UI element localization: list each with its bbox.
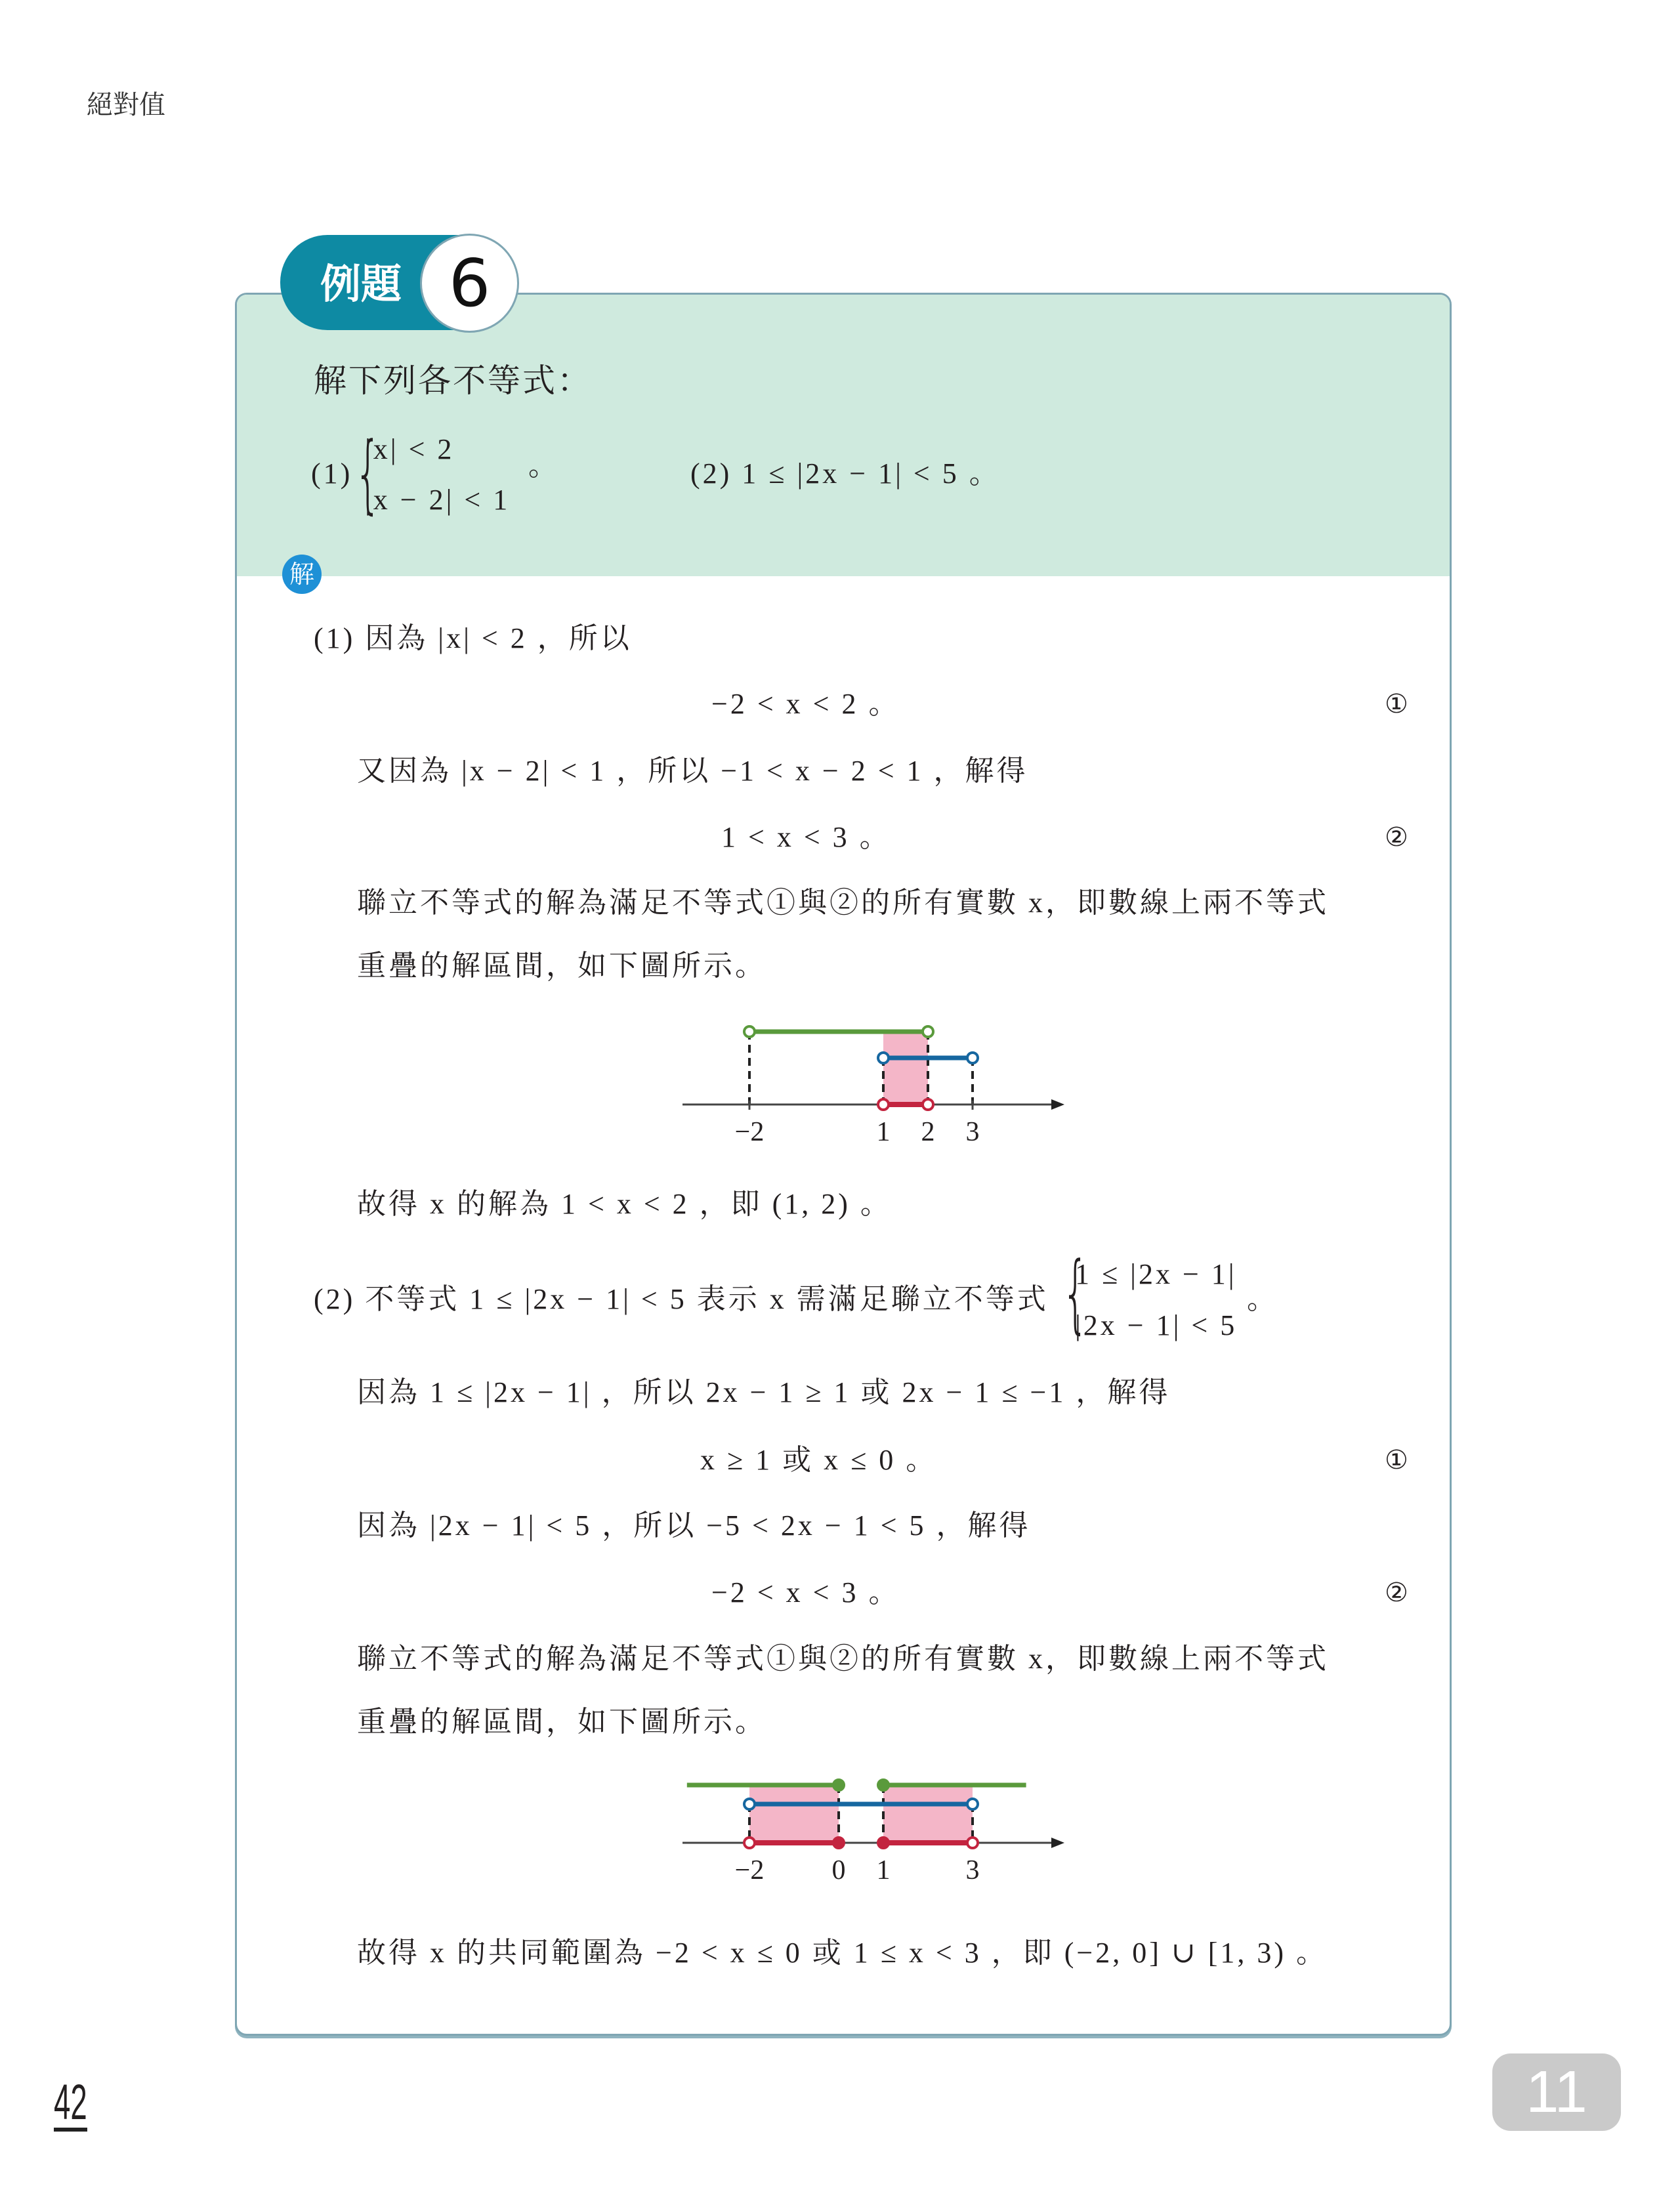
s2-line-5: 重疊的解區間，如下圖所示。 [357,1706,766,1738]
chapter-badge: 11 [1492,2053,1621,2131]
interval-endpoint [878,1053,889,1063]
marker-1: ① [1385,689,1408,719]
s2-line-6: 故得 x 的共同範圍為 −2 < x ≤ 0 或 1 ≤ x < 3 ，即 (−2, 0] ∪ [1, 3) 。 [357,1937,1328,1969]
interval-endpoint [744,1799,755,1809]
solution-badge: 解 [282,555,322,594]
tick-label: 2 [921,1117,935,1147]
interval-endpoint [744,1026,755,1037]
s1-line-2: 又因為 |x − 2| < 1 ，所以 −1 < x − 2 < 1 ，解得 [357,755,1028,787]
interval-endpoint [878,1780,889,1790]
number-line-diagram-1 [676,1011,1070,1162]
number-line-diagram-2 [676,1772,1070,1903]
s1-line-3: 1 < x < 3 。 [721,821,891,853]
s2-line-4: 聯立不等式的解為滿足不等式①與②的所有實數 x，即數線上兩不等式 [357,1643,1329,1675]
s2-intro: (2) 不等式 1 ≤ |2x − 1| < 5 表示 x 需滿足聯立不等式 [314,1283,1049,1315]
marker-1: ① [1385,1445,1408,1475]
solution-shade [883,1785,973,1843]
s1-line-1: −2 < x < 2 。 [711,688,900,720]
s1-line-4: 聯立不等式的解為滿足不等式①與②的所有實數 x，即數線上兩不等式 [357,887,1329,919]
tick-label: −2 [734,1117,765,1147]
s2-line-3: −2 < x < 3 。 [711,1576,900,1609]
example-number: 6 [420,234,519,333]
axis-arrow-icon [1051,1838,1064,1848]
problem-1-end: 。 [528,450,560,482]
brace: { [354,423,382,523]
s1-line-5: 重疊的解區間，如下圖所示。 [357,950,766,982]
s1-line-0: (1) 因為 |x| < 2 ，所以 [314,622,632,654]
page-number: 42 [54,2074,87,2130]
axis-arrow-icon [1051,1099,1064,1110]
solution-endpoint [923,1099,933,1110]
solution-endpoint [744,1838,755,1848]
running-head: 絕對值 [87,90,165,120]
tick-label: 3 [965,1855,980,1885]
interval-endpoint [923,1026,933,1037]
solution-endpoint [833,1838,844,1848]
problem-1-line-1: |x| < 2 [365,433,455,465]
interval-endpoint [833,1780,844,1790]
s2-line-1: x ≥ 1 或 x ≤ 0 。 [700,1444,938,1476]
s2-line-0: 因為 1 ≤ |2x − 1| ，所以 2x − 1 ≥ 1 或 2x − 1 ≤ −1 ，解得 [357,1376,1171,1408]
brace: { [1062,1243,1089,1343]
tick-label: 3 [965,1117,980,1147]
tick-label: −2 [734,1855,765,1885]
s2-system-end: 。 [1247,1283,1278,1315]
s1-line-6: 故得 x 的解為 1 < x < 2 ，即 (1, 2) 。 [357,1188,892,1220]
problem-2: (2) 1 ≤ |2x − 1| < 5 。 [690,457,1001,490]
solution-endpoint [878,1099,889,1110]
tick-label: 1 [876,1117,891,1147]
solution-endpoint [878,1838,889,1848]
example-label: 例題 [320,260,402,308]
s2-system-line-2: |2x − 1| < 5 [1075,1309,1238,1341]
problem-prompt: 解下列各不等式： [314,362,592,400]
interval-endpoint [967,1799,978,1809]
marker-2: ② [1385,822,1408,852]
solution-shade [883,1032,928,1105]
interval-endpoint [967,1053,978,1063]
problem-1-label: (1) [311,457,353,490]
tick-label: 1 [876,1855,891,1885]
problem-1-line-2: |x − 2| < 1 [365,484,511,516]
solution-shade [749,1785,839,1843]
tick-label: 0 [831,1855,846,1885]
s2-system-line-1: 1 ≤ |2x − 1| [1075,1258,1237,1290]
solution-endpoint [967,1838,978,1848]
s2-line-2: 因為 |2x − 1| < 5 ，所以 −5 < 2x − 1 < 5 ，解得 [357,1509,1031,1542]
marker-2: ② [1385,1578,1408,1608]
